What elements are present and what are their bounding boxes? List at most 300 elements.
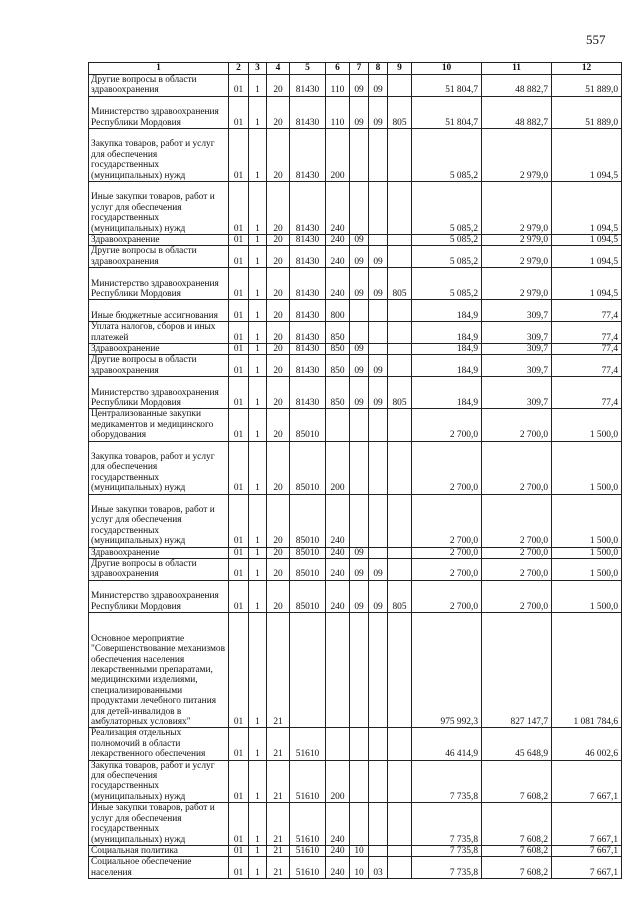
cell-c7 <box>350 300 369 322</box>
cell-c7 <box>350 728 369 760</box>
cell-c6: 240 <box>326 494 350 547</box>
row-label: Социальная политика <box>89 845 229 856</box>
column-header: 4 <box>267 63 290 75</box>
cell-c8 <box>369 613 388 728</box>
column-header: 3 <box>249 63 267 75</box>
cell-c4: 20 <box>267 580 290 612</box>
cell-c7 <box>350 129 369 182</box>
cell-c9: 805 <box>388 96 412 128</box>
cell-c5: 51610 <box>290 845 326 856</box>
cell-c7: 09 <box>350 559 369 581</box>
cell-v11: 2 979,0 <box>482 268 552 300</box>
column-header: 5 <box>290 63 326 75</box>
cell-c8: 09 <box>369 377 388 409</box>
table-row <box>89 75 622 97</box>
cell-c2: 01 <box>229 355 249 377</box>
row-label: Министерство здравоохранения Республики Мордовия <box>89 580 229 612</box>
cell-v11: 48 882,7 <box>482 75 552 97</box>
table-row <box>89 441 622 494</box>
cell-c3: 1 <box>249 246 267 268</box>
cell-v10: 5 085,2 <box>412 246 482 268</box>
table-row <box>89 760 622 803</box>
table-row <box>89 355 622 377</box>
cell-c5: 81430 <box>290 322 326 344</box>
cell-c9 <box>388 344 412 355</box>
cell-c9 <box>388 409 412 441</box>
table-row <box>89 300 622 322</box>
cell-v11: 2 979,0 <box>482 182 552 235</box>
cell-c6: 240 <box>326 845 350 856</box>
column-header: 8 <box>369 63 388 75</box>
cell-c8 <box>369 441 388 494</box>
cell-c6 <box>326 613 350 728</box>
cell-c4: 21 <box>267 857 290 879</box>
cell-v11: 45 648,9 <box>482 728 552 760</box>
cell-v10: 184,9 <box>412 344 482 355</box>
cell-c3: 1 <box>249 559 267 581</box>
cell-v12: 1 500,0 <box>552 409 622 441</box>
cell-c8 <box>369 728 388 760</box>
cell-c3: 1 <box>249 129 267 182</box>
cell-c6: 240 <box>326 268 350 300</box>
table-row <box>89 857 622 879</box>
cell-c9 <box>388 355 412 377</box>
cell-c8 <box>369 129 388 182</box>
cell-v12: 7 667,1 <box>552 803 622 846</box>
cell-c2: 01 <box>229 377 249 409</box>
cell-c7 <box>350 494 369 547</box>
table-row <box>89 268 622 300</box>
row-label: Иные закупки товаров, работ и услуг для обеспечения государственных (муниципальных) нужд <box>89 494 229 547</box>
cell-v10: 7 735,8 <box>412 760 482 803</box>
cell-c4: 21 <box>267 845 290 856</box>
cell-v12: 1 500,0 <box>552 494 622 547</box>
cell-v12: 1 094,5 <box>552 182 622 235</box>
cell-c6: 240 <box>326 857 350 879</box>
cell-v10: 2 700,0 <box>412 494 482 547</box>
cell-c6: 800 <box>326 300 350 322</box>
cell-c3: 1 <box>249 580 267 612</box>
cell-c8: 09 <box>369 75 388 97</box>
cell-c9 <box>388 613 412 728</box>
cell-c7: 09 <box>350 96 369 128</box>
cell-c5: 81430 <box>290 344 326 355</box>
cell-v11: 2 979,0 <box>482 235 552 246</box>
cell-c6: 110 <box>326 96 350 128</box>
table-row <box>89 547 622 558</box>
cell-c8: 09 <box>369 355 388 377</box>
cell-c8: 09 <box>369 268 388 300</box>
table-row <box>89 494 622 547</box>
row-label: Уплата налогов, сборов и иных платежей <box>89 322 229 344</box>
cell-c4: 20 <box>267 377 290 409</box>
cell-c4: 20 <box>267 235 290 246</box>
row-label: Другие вопросы в области здравоохранения <box>89 75 229 97</box>
table-row <box>89 182 622 235</box>
cell-v10: 5 085,2 <box>412 235 482 246</box>
cell-c9 <box>388 235 412 246</box>
cell-c6: 850 <box>326 344 350 355</box>
cell-c2: 01 <box>229 246 249 268</box>
cell-c7: 09 <box>350 235 369 246</box>
cell-c4: 20 <box>267 494 290 547</box>
cell-c7: 09 <box>350 580 369 612</box>
cell-c7 <box>350 322 369 344</box>
row-label: Другие вопросы в области здравоохранения <box>89 355 229 377</box>
row-label: Другие вопросы в области здравоохранения <box>89 559 229 581</box>
cell-v12: 77,4 <box>552 344 622 355</box>
cell-c5: 51610 <box>290 803 326 846</box>
column-header: 9 <box>388 63 412 75</box>
cell-c7: 10 <box>350 845 369 856</box>
cell-c4: 20 <box>267 300 290 322</box>
row-label: Министерство здравоохранения Республики Мордовия <box>89 96 229 128</box>
cell-c2: 01 <box>229 613 249 728</box>
cell-v11: 2 700,0 <box>482 409 552 441</box>
table-row <box>89 845 622 856</box>
row-label: Реализация отдельных полномочий в области лекарственного обеспечения <box>89 728 229 760</box>
table-row <box>89 246 622 268</box>
cell-c4: 21 <box>267 613 290 728</box>
cell-v10: 2 700,0 <box>412 409 482 441</box>
cell-c9 <box>388 441 412 494</box>
cell-v11: 2 700,0 <box>482 494 552 547</box>
cell-v10: 7 735,8 <box>412 857 482 879</box>
cell-c5: 81430 <box>290 377 326 409</box>
cell-c8 <box>369 803 388 846</box>
cell-v12: 1 500,0 <box>552 441 622 494</box>
cell-c8 <box>369 344 388 355</box>
cell-v11: 2 979,0 <box>482 129 552 182</box>
cell-c9 <box>388 760 412 803</box>
cell-c5: 81430 <box>290 246 326 268</box>
cell-c6: 240 <box>326 182 350 235</box>
cell-c7: 09 <box>350 268 369 300</box>
cell-c8 <box>369 322 388 344</box>
cell-c5: 85010 <box>290 580 326 612</box>
cell-c8 <box>369 300 388 322</box>
cell-c5: 81430 <box>290 75 326 97</box>
row-label: Основное мероприятие "Совершенствование механизмов обеспечения населения лекарственными препаратами, медицинскими изделиями, специализированными продуктами лечебного питания для детей-инвалидов в амбулаторных условиях" <box>89 613 229 728</box>
cell-c8 <box>369 760 388 803</box>
cell-v11: 2 700,0 <box>482 580 552 612</box>
cell-c3: 1 <box>249 344 267 355</box>
cell-c4: 20 <box>267 129 290 182</box>
cell-v12: 1 500,0 <box>552 559 622 581</box>
cell-c2: 01 <box>229 322 249 344</box>
cell-c5: 51610 <box>290 760 326 803</box>
column-header: 2 <box>229 63 249 75</box>
table-row <box>89 559 622 581</box>
cell-c5: 81430 <box>290 355 326 377</box>
cell-c3: 1 <box>249 96 267 128</box>
row-label: Иные закупки товаров, работ и услуг для обеспечения государственных (муниципальных) нужд <box>89 182 229 235</box>
cell-c3: 1 <box>249 322 267 344</box>
column-header: 6 <box>326 63 350 75</box>
cell-v11: 7 608,2 <box>482 857 552 879</box>
cell-c6: 200 <box>326 129 350 182</box>
row-label: Закупка товаров, работ и услуг для обеспечения государственных (муниципальных) нужд <box>89 129 229 182</box>
cell-v11: 2 700,0 <box>482 441 552 494</box>
cell-v12: 1 094,5 <box>552 268 622 300</box>
cell-c3: 1 <box>249 494 267 547</box>
cell-c8: 09 <box>369 246 388 268</box>
cell-v10: 2 700,0 <box>412 580 482 612</box>
cell-c9 <box>388 728 412 760</box>
cell-v10: 7 735,8 <box>412 845 482 856</box>
cell-c6: 200 <box>326 441 350 494</box>
cell-c8 <box>369 182 388 235</box>
cell-c7 <box>350 182 369 235</box>
cell-v10: 184,9 <box>412 355 482 377</box>
cell-c2: 01 <box>229 580 249 612</box>
cell-v11: 309,7 <box>482 322 552 344</box>
cell-c5: 51610 <box>290 857 326 879</box>
cell-c8 <box>369 235 388 246</box>
cell-c7: 09 <box>350 355 369 377</box>
cell-c3: 1 <box>249 760 267 803</box>
cell-c9 <box>388 845 412 856</box>
cell-c4: 20 <box>267 322 290 344</box>
cell-c9 <box>388 300 412 322</box>
column-header: 7 <box>350 63 369 75</box>
cell-c6: 240 <box>326 580 350 612</box>
cell-c2: 01 <box>229 129 249 182</box>
cell-v12: 1 500,0 <box>552 580 622 612</box>
cell-c2: 01 <box>229 803 249 846</box>
cell-c2: 01 <box>229 409 249 441</box>
cell-c4: 20 <box>267 355 290 377</box>
cell-v10: 2 700,0 <box>412 441 482 494</box>
cell-c4: 20 <box>267 75 290 97</box>
cell-c7: 09 <box>350 75 369 97</box>
header-row <box>89 63 622 75</box>
cell-c4: 21 <box>267 760 290 803</box>
cell-c3: 1 <box>249 355 267 377</box>
cell-c7: 09 <box>350 547 369 558</box>
budget-table-container <box>88 62 621 879</box>
cell-c4: 20 <box>267 547 290 558</box>
cell-c9 <box>388 75 412 97</box>
table-row <box>89 803 622 846</box>
cell-v12: 1 094,5 <box>552 129 622 182</box>
cell-c4: 20 <box>267 268 290 300</box>
cell-c8: 09 <box>369 96 388 128</box>
cell-v10: 184,9 <box>412 322 482 344</box>
cell-c3: 1 <box>249 613 267 728</box>
cell-c5: 81430 <box>290 96 326 128</box>
table-row <box>89 613 622 728</box>
cell-v10: 2 700,0 <box>412 559 482 581</box>
cell-c6: 240 <box>326 803 350 846</box>
cell-c5: 81430 <box>290 129 326 182</box>
row-label: Закупка товаров, работ и услуг для обеспечения государственных (муниципальных) нужд <box>89 760 229 803</box>
cell-v10: 2 700,0 <box>412 547 482 558</box>
cell-c8: 09 <box>369 559 388 581</box>
cell-v10: 5 085,2 <box>412 268 482 300</box>
cell-c3: 1 <box>249 300 267 322</box>
cell-v12: 7 667,1 <box>552 857 622 879</box>
cell-c4: 20 <box>267 441 290 494</box>
cell-c6: 850 <box>326 377 350 409</box>
cell-c8 <box>369 845 388 856</box>
cell-c9 <box>388 494 412 547</box>
row-label: Централизованные закупки медикаментов и медицинского оборудования <box>89 409 229 441</box>
row-label: Иные бюджетные ассигнования <box>89 300 229 322</box>
cell-c4: 20 <box>267 96 290 128</box>
cell-c5: 51610 <box>290 728 326 760</box>
row-label: Иные закупки товаров, работ и услуг для обеспечения государственных (муниципальных) нужд <box>89 803 229 846</box>
cell-c8 <box>369 547 388 558</box>
cell-c7 <box>350 409 369 441</box>
cell-v11: 827 147,7 <box>482 613 552 728</box>
column-header: 12 <box>552 63 622 75</box>
cell-v10: 51 804,7 <box>412 96 482 128</box>
column-header: 1 <box>89 63 229 75</box>
cell-v11: 2 979,0 <box>482 246 552 268</box>
cell-c3: 1 <box>249 845 267 856</box>
cell-v10: 184,9 <box>412 377 482 409</box>
cell-c4: 20 <box>267 182 290 235</box>
cell-v12: 77,4 <box>552 322 622 344</box>
budget-table <box>88 62 622 879</box>
cell-c2: 01 <box>229 494 249 547</box>
cell-v11: 309,7 <box>482 377 552 409</box>
cell-v10: 51 804,7 <box>412 75 482 97</box>
cell-c5: 81430 <box>290 300 326 322</box>
cell-v12: 46 002,6 <box>552 728 622 760</box>
cell-c4: 20 <box>267 409 290 441</box>
cell-v11: 309,7 <box>482 344 552 355</box>
column-header: 10 <box>412 63 482 75</box>
cell-c9 <box>388 322 412 344</box>
cell-c2: 01 <box>229 182 249 235</box>
cell-c2: 01 <box>229 547 249 558</box>
table-row <box>89 322 622 344</box>
cell-c3: 1 <box>249 547 267 558</box>
cell-c5: 85010 <box>290 409 326 441</box>
cell-c6: 200 <box>326 760 350 803</box>
row-label: Здравоохранение <box>89 235 229 246</box>
cell-c8 <box>369 409 388 441</box>
cell-v10: 184,9 <box>412 300 482 322</box>
row-label: Социальное обеспечение населения <box>89 857 229 879</box>
cell-c3: 1 <box>249 728 267 760</box>
cell-c2: 01 <box>229 845 249 856</box>
cell-c5: 85010 <box>290 494 326 547</box>
cell-c6: 240 <box>326 547 350 558</box>
cell-v12: 7 667,1 <box>552 845 622 856</box>
cell-v12: 1 081 784,6 <box>552 613 622 728</box>
table-row <box>89 580 622 612</box>
cell-c3: 1 <box>249 182 267 235</box>
cell-c3: 1 <box>249 377 267 409</box>
page-number: 557 <box>586 32 606 47</box>
cell-c9: 805 <box>388 268 412 300</box>
cell-c2: 01 <box>229 300 249 322</box>
cell-v12: 1 500,0 <box>552 547 622 558</box>
cell-c6: 240 <box>326 235 350 246</box>
cell-c6: 850 <box>326 322 350 344</box>
cell-c5: 85010 <box>290 559 326 581</box>
cell-v11: 7 608,2 <box>482 803 552 846</box>
table-row <box>89 96 622 128</box>
table-row <box>89 344 622 355</box>
cell-c8: 09 <box>369 580 388 612</box>
table-row <box>89 129 622 182</box>
cell-c8 <box>369 494 388 547</box>
cell-c7 <box>350 760 369 803</box>
cell-c4: 20 <box>267 559 290 581</box>
cell-v12: 77,4 <box>552 355 622 377</box>
cell-v10: 46 414,9 <box>412 728 482 760</box>
cell-v12: 77,4 <box>552 377 622 409</box>
cell-v12: 7 667,1 <box>552 760 622 803</box>
cell-c7 <box>350 441 369 494</box>
cell-v11: 2 700,0 <box>482 559 552 581</box>
cell-c5: 85010 <box>290 547 326 558</box>
cell-c9 <box>388 547 412 558</box>
table-row <box>89 377 622 409</box>
row-label: Здравоохранение <box>89 344 229 355</box>
cell-c7: 09 <box>350 246 369 268</box>
cell-c3: 1 <box>249 75 267 97</box>
cell-v11: 2 700,0 <box>482 547 552 558</box>
row-label: Министерство здравоохранения Республики Мордовия <box>89 377 229 409</box>
row-label: Министерство здравоохранения Республики Мордовия <box>89 268 229 300</box>
cell-c9 <box>388 803 412 846</box>
row-label: Другие вопросы в области здравоохранения <box>89 246 229 268</box>
cell-c3: 1 <box>249 441 267 494</box>
cell-v10: 975 992,3 <box>412 613 482 728</box>
cell-c6: 240 <box>326 246 350 268</box>
cell-c2: 01 <box>229 268 249 300</box>
cell-c6 <box>326 728 350 760</box>
cell-v12: 1 094,5 <box>552 235 622 246</box>
cell-c4: 20 <box>267 246 290 268</box>
cell-c2: 01 <box>229 857 249 879</box>
cell-v11: 309,7 <box>482 355 552 377</box>
cell-c2: 01 <box>229 760 249 803</box>
cell-v11: 309,7 <box>482 300 552 322</box>
cell-c4: 20 <box>267 344 290 355</box>
table-row <box>89 235 622 246</box>
cell-c6: 110 <box>326 75 350 97</box>
cell-v12: 51 889,0 <box>552 75 622 97</box>
cell-c5 <box>290 613 326 728</box>
cell-v10: 5 085,2 <box>412 129 482 182</box>
cell-c9 <box>388 246 412 268</box>
cell-c5: 85010 <box>290 441 326 494</box>
cell-c6: 240 <box>326 559 350 581</box>
row-label: Здравоохранение <box>89 547 229 558</box>
table-row <box>89 409 622 441</box>
cell-c7 <box>350 803 369 846</box>
cell-c2: 01 <box>229 441 249 494</box>
row-label: Закупка товаров, работ и услуг для обеспечения государственных (муниципальных) нужд <box>89 441 229 494</box>
cell-c3: 1 <box>249 268 267 300</box>
table-row <box>89 728 622 760</box>
cell-c4: 21 <box>267 803 290 846</box>
cell-c7: 09 <box>350 344 369 355</box>
cell-c2: 01 <box>229 96 249 128</box>
cell-c3: 1 <box>249 235 267 246</box>
cell-c9 <box>388 182 412 235</box>
cell-v11: 7 608,2 <box>482 760 552 803</box>
cell-v10: 5 085,2 <box>412 182 482 235</box>
table-body <box>89 75 622 879</box>
cell-v12: 1 094,5 <box>552 246 622 268</box>
